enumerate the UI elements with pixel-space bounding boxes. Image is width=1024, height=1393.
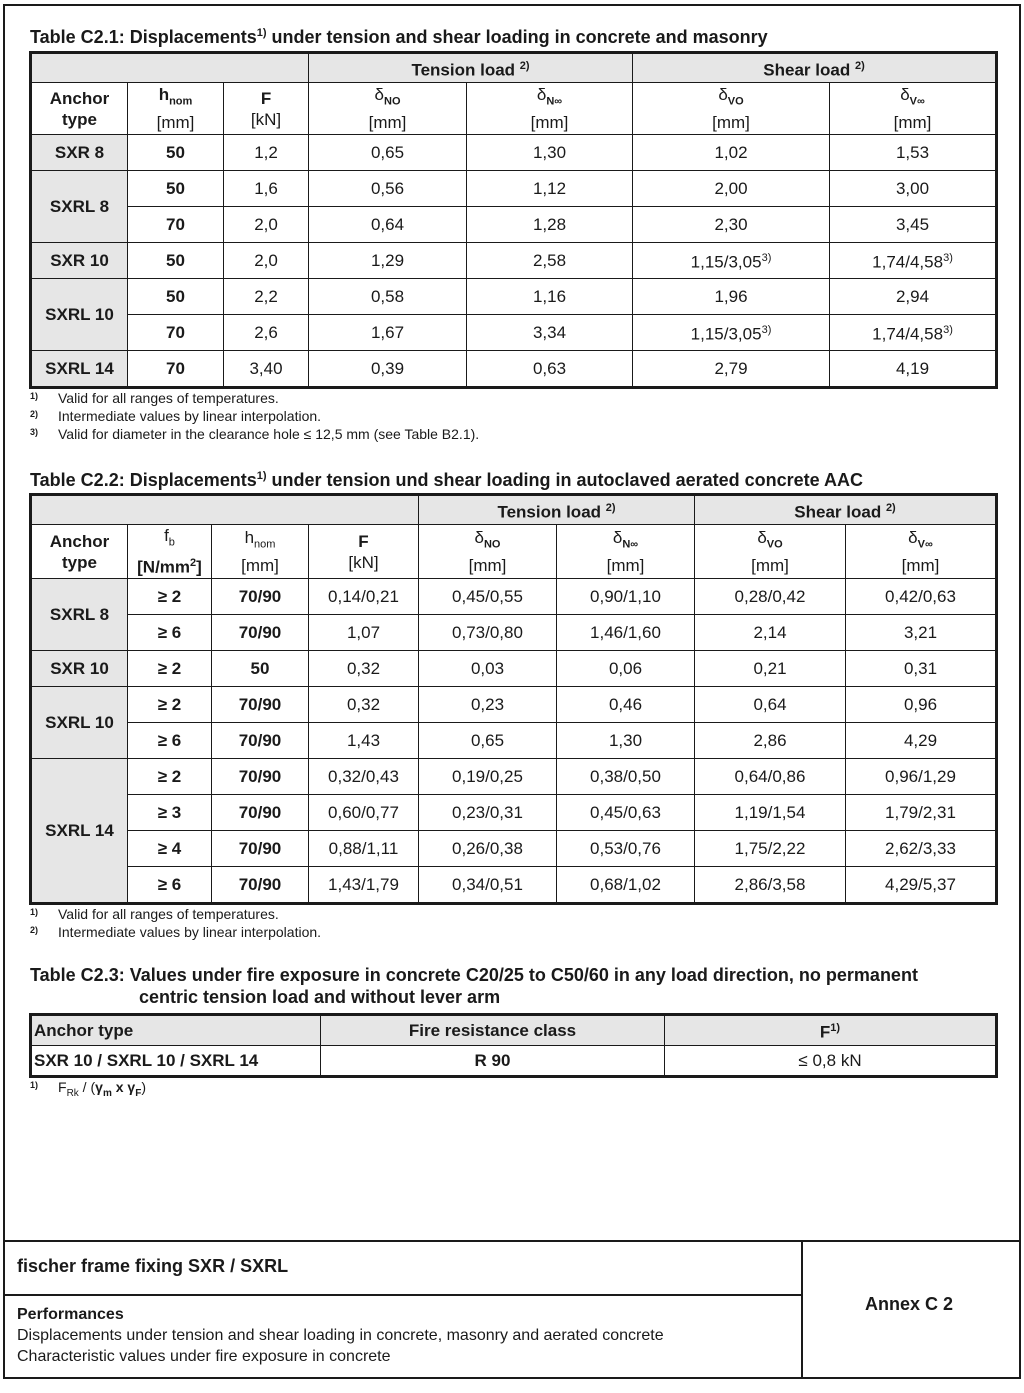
footer-description-1: Displacements under tension and shear loading in concrete, masonry and aerated concrete (17, 1327, 664, 1344)
delta-vinf-cell: 2,62/3,33 (846, 831, 996, 867)
fb-cell: ≥ 6 (128, 615, 212, 651)
delta-ninf-cell: 0,45/0,63 (557, 795, 695, 831)
delta-no-cell: 0,03 (419, 651, 557, 687)
table-row (32, 867, 996, 903)
f-cell: 1,6 (224, 171, 309, 207)
annex-label: Annex C 2 (865, 1294, 954, 1314)
delta-no-cell: 0,19/0,25 (419, 759, 557, 795)
delta-vinf-cell: 3,45 (830, 207, 996, 243)
delta-vo-cell: 2,00 (633, 171, 830, 207)
footnote: $^{2)}$ Intermediate values by linear interpolation. (30, 924, 322, 940)
hnom-cell: 70 (128, 315, 224, 351)
annex-footer (3, 1240, 1021, 1381)
table-row (32, 135, 996, 171)
header-delta-vinf: $\delta_{V\infty}$ [mm] (846, 525, 996, 579)
table-row (32, 351, 996, 387)
delta-vinf-cell: 1,74/4,58$^{3)}$ (830, 243, 996, 279)
delta-no-cell: 1,67 (309, 315, 467, 351)
delta-vinf-cell: 1,74/4,58$^{3)}$ (830, 315, 996, 351)
hnom-cell: 70/90 (212, 759, 309, 795)
fb-cell: ≥ 2 (128, 579, 212, 615)
table-row (32, 723, 996, 759)
table-c21-title: Table C2.1: Displacements$^{1)}$ under tension and shear loading in concrete and masonry (30, 27, 768, 47)
delta-vinf-cell: 3,00 (830, 171, 996, 207)
header-hnom: $h_{nom}$ [mm] (212, 525, 309, 579)
delta-vinf-cell: 0,31 (846, 651, 996, 687)
f-cell: 0,60/0,77 (309, 795, 419, 831)
f-cell: 2,0 (224, 243, 309, 279)
delta-ninf-cell: 3,34 (467, 315, 633, 351)
table-c22-title: Table C2.2: Displacements$^{1)}$ under tension und shear loading in autoclaved aerated concrete AAC (30, 470, 863, 490)
delta-ninf-cell: 1,12 (467, 171, 633, 207)
delta-vo-cell: 2,79 (633, 351, 830, 387)
anchor-type-cell: SXR 10 (32, 651, 128, 687)
anchor-type-cell: SXRL 14 (32, 759, 128, 903)
header-delta-vo: $\delta_{VO}$ [mm] (695, 525, 846, 579)
hnom-cell: 70/90 (212, 867, 309, 903)
f-cell: 3,40 (224, 351, 309, 387)
table-row (32, 687, 996, 723)
fb-cell: ≥ 4 (128, 831, 212, 867)
f-cell: 2,0 (224, 207, 309, 243)
footnote: $^{1)}$ Valid for all ranges of temperatures. (30, 906, 279, 922)
delta-ninf-cell: 0,68/1,02 (557, 867, 695, 903)
table-c22 (31, 495, 996, 903)
anchor-type-cell: SXRL 8 (32, 579, 128, 651)
hnom-cell: 70 (128, 207, 224, 243)
header-tension-load: Tension load $^{2)}$ (309, 54, 633, 83)
section-title: Performances (17, 1306, 124, 1323)
f-cell: 2,6 (224, 315, 309, 351)
header-blank (32, 54, 309, 83)
table-row (32, 279, 996, 315)
delta-vinf-cell: 0,96 (846, 687, 996, 723)
f-cell: 2,2 (224, 279, 309, 315)
header-fb: $f_b$ $[N/mm^2]$ (128, 525, 212, 579)
hnom-cell: 70/90 (212, 579, 309, 615)
delta-vo-cell: 0,21 (695, 651, 846, 687)
delta-vo-cell: 0,28/0,42 (695, 579, 846, 615)
header-delta-no: $\delta_{NO}$ [mm] (309, 83, 467, 135)
header-f: F [kN] (309, 525, 419, 579)
delta-vinf-cell: 4,29/5,37 (846, 867, 996, 903)
delta-vo-cell: 0,64/0,86 (695, 759, 846, 795)
f-cell: 0,32 (309, 651, 419, 687)
delta-ninf-cell: 0,38/0,50 (557, 759, 695, 795)
table-row (32, 759, 996, 795)
delta-vo-cell: 1,96 (633, 279, 830, 315)
delta-no-cell: 0,65 (309, 135, 467, 171)
delta-vo-cell: 0,64 (695, 687, 846, 723)
delta-vo-cell: 1,75/2,22 (695, 831, 846, 867)
delta-ninf-cell: 0,53/0,76 (557, 831, 695, 867)
delta-no-cell: 0,39 (309, 351, 467, 387)
header-hnom: $h_{nom}$ [mm] (128, 83, 224, 135)
header-fire-resistance-class: Fire resistance class (321, 1016, 665, 1046)
delta-vinf-cell: 3,21 (846, 615, 996, 651)
f-cell: 1,2 (224, 135, 309, 171)
header-f: F [kN] (224, 83, 309, 135)
delta-vo-cell: 2,14 (695, 615, 846, 651)
header-shear-load: Shear load $^{2)}$ (695, 496, 996, 525)
hnom-cell: 50 (128, 243, 224, 279)
hnom-cell: 70/90 (212, 615, 309, 651)
delta-vinf-cell: 0,42/0,63 (846, 579, 996, 615)
hnom-cell: 50 (128, 135, 224, 171)
delta-vinf-cell: 4,19 (830, 351, 996, 387)
hnom-cell: 70/90 (212, 831, 309, 867)
footnote: $^{3)}$ Valid for diameter in the clearance hole ≤ 12,5 mm (see Table B2.1). (30, 426, 480, 442)
delta-vo-cell: 2,30 (633, 207, 830, 243)
hnom-cell: 50 (212, 651, 309, 687)
delta-ninf-cell: 2,58 (467, 243, 633, 279)
header-f: $F^{1)}$ (665, 1016, 996, 1046)
delta-ninf-cell: 1,16 (467, 279, 633, 315)
table-c23-title: Table C2.3: Values under fire exposure in concrete C20/25 to C50/60 in any load direction, no permanent centric tension load and without lever arm (30, 965, 918, 1007)
header-delta-vo: $\delta_{VO}$ [mm] (633, 83, 830, 135)
delta-vinf-cell: 2,94 (830, 279, 996, 315)
header-delta-no: $\delta_{NO}$ [mm] (419, 525, 557, 579)
delta-no-cell: 0,26/0,38 (419, 831, 557, 867)
f-cell: 1,07 (309, 615, 419, 651)
anchor-type-cell: SXR 10 (32, 243, 128, 279)
delta-no-cell: 0,23 (419, 687, 557, 723)
delta-ninf-cell: 0,90/1,10 (557, 579, 695, 615)
table-row (32, 615, 996, 651)
delta-no-cell: 0,65 (419, 723, 557, 759)
delta-ninf-cell: 1,30 (467, 135, 633, 171)
f-cell: 0,88/1,11 (309, 831, 419, 867)
delta-no-cell: 0,34/0,51 (419, 867, 557, 903)
footnote: $^{1)}$ Valid for all ranges of temperatures. (30, 390, 279, 406)
header-anchor-type: Anchor type (32, 83, 128, 135)
table-row (32, 651, 996, 687)
f-cell: 1,43 (309, 723, 419, 759)
header-delta-vinf: $\delta_{V\infty}$ [mm] (830, 83, 996, 135)
table-row (32, 831, 996, 867)
delta-vinf-cell: 4,29 (846, 723, 996, 759)
footer-divider (3, 1294, 801, 1296)
delta-vo-cell: 1,19/1,54 (695, 795, 846, 831)
anchor-type-cell: SXR 8 (32, 135, 128, 171)
delta-no-cell: 0,73/0,80 (419, 615, 557, 651)
delta-vinf-cell: 1,79/2,31 (846, 795, 996, 831)
table-c21 (31, 53, 996, 387)
header-blank (32, 496, 419, 525)
delta-ninf-cell: 1,30 (557, 723, 695, 759)
hnom-cell: 70/90 (212, 795, 309, 831)
hnom-cell: 70 (128, 351, 224, 387)
product-name: fischer frame fixing SXR / SXRL (17, 1256, 289, 1276)
f-cell: 1,43/1,79 (309, 867, 419, 903)
f-cell: 0,14/0,21 (309, 579, 419, 615)
delta-no-cell: 0,45/0,55 (419, 579, 557, 615)
header-anchor-type: Anchor type (32, 1016, 321, 1046)
anchor-type-cell: SXRL 14 (32, 351, 128, 387)
delta-no-cell: 0,56 (309, 171, 467, 207)
f-cell: ≤ 0,8 kN (665, 1046, 996, 1076)
footnote: $^{1)}$ $F_{Rk} / (\gamma_m$ x $\gamma_F$) (30, 1079, 146, 1099)
delta-vo-cell: 1,15/3,05$^{3)}$ (633, 243, 830, 279)
delta-vo-cell: 2,86 (695, 723, 846, 759)
footnote: $^{2)}$ Intermediate values by linear interpolation. (30, 408, 322, 424)
table-c23 (31, 1015, 996, 1076)
header-tension-load: Tension load $^{2)}$ (419, 496, 695, 525)
anchor-type-cell: SXRL 10 (32, 279, 128, 351)
header-shear-load: Shear load $^{2)}$ (633, 54, 996, 83)
header-delta-ninf: $\delta_{N\infty}$ [mm] (557, 525, 695, 579)
table-row (32, 795, 996, 831)
delta-vo-cell: 1,15/3,05$^{3)}$ (633, 315, 830, 351)
fire-class-cell: R 90 (321, 1046, 665, 1076)
delta-ninf-cell: 0,63 (467, 351, 633, 387)
anchor-type-cell: SXR 10 / SXRL 10 / SXRL 14 (32, 1046, 321, 1076)
delta-vinf-cell: 0,96/1,29 (846, 759, 996, 795)
delta-ninf-cell: 1,28 (467, 207, 633, 243)
fb-cell: ≥ 2 (128, 651, 212, 687)
fb-cell: ≥ 2 (128, 687, 212, 723)
delta-no-cell: 0,58 (309, 279, 467, 315)
delta-no-cell: 1,29 (309, 243, 467, 279)
delta-ninf-cell: 0,06 (557, 651, 695, 687)
hnom-cell: 50 (128, 171, 224, 207)
fb-cell: ≥ 3 (128, 795, 212, 831)
f-cell: 0,32/0,43 (309, 759, 419, 795)
table-row (32, 207, 996, 243)
footer-description-2: Characteristic values under fire exposure in concrete (17, 1348, 391, 1365)
delta-vo-cell: 1,02 (633, 135, 830, 171)
header-anchor-type: Anchor type (32, 525, 128, 579)
hnom-cell: 50 (128, 279, 224, 315)
table-row (32, 1046, 996, 1076)
table-row (32, 315, 996, 351)
delta-vinf-cell: 1,53 (830, 135, 996, 171)
delta-vo-cell: 2,86/3,58 (695, 867, 846, 903)
delta-ninf-cell: 0,46 (557, 687, 695, 723)
delta-ninf-cell: 1,46/1,60 (557, 615, 695, 651)
hnom-cell: 70/90 (212, 723, 309, 759)
f-cell: 0,32 (309, 687, 419, 723)
table-row (32, 243, 996, 279)
table-row (32, 171, 996, 207)
header-delta-ninf: $\delta_{N\infty}$ [mm] (467, 83, 633, 135)
table-row (32, 579, 996, 615)
fb-cell: ≥ 6 (128, 723, 212, 759)
fb-cell: ≥ 2 (128, 759, 212, 795)
anchor-type-cell: SXRL 10 (32, 687, 128, 759)
delta-no-cell: 0,23/0,31 (419, 795, 557, 831)
anchor-type-cell: SXRL 8 (32, 171, 128, 243)
delta-no-cell: 0,64 (309, 207, 467, 243)
fb-cell: ≥ 6 (128, 867, 212, 903)
hnom-cell: 70/90 (212, 687, 309, 723)
